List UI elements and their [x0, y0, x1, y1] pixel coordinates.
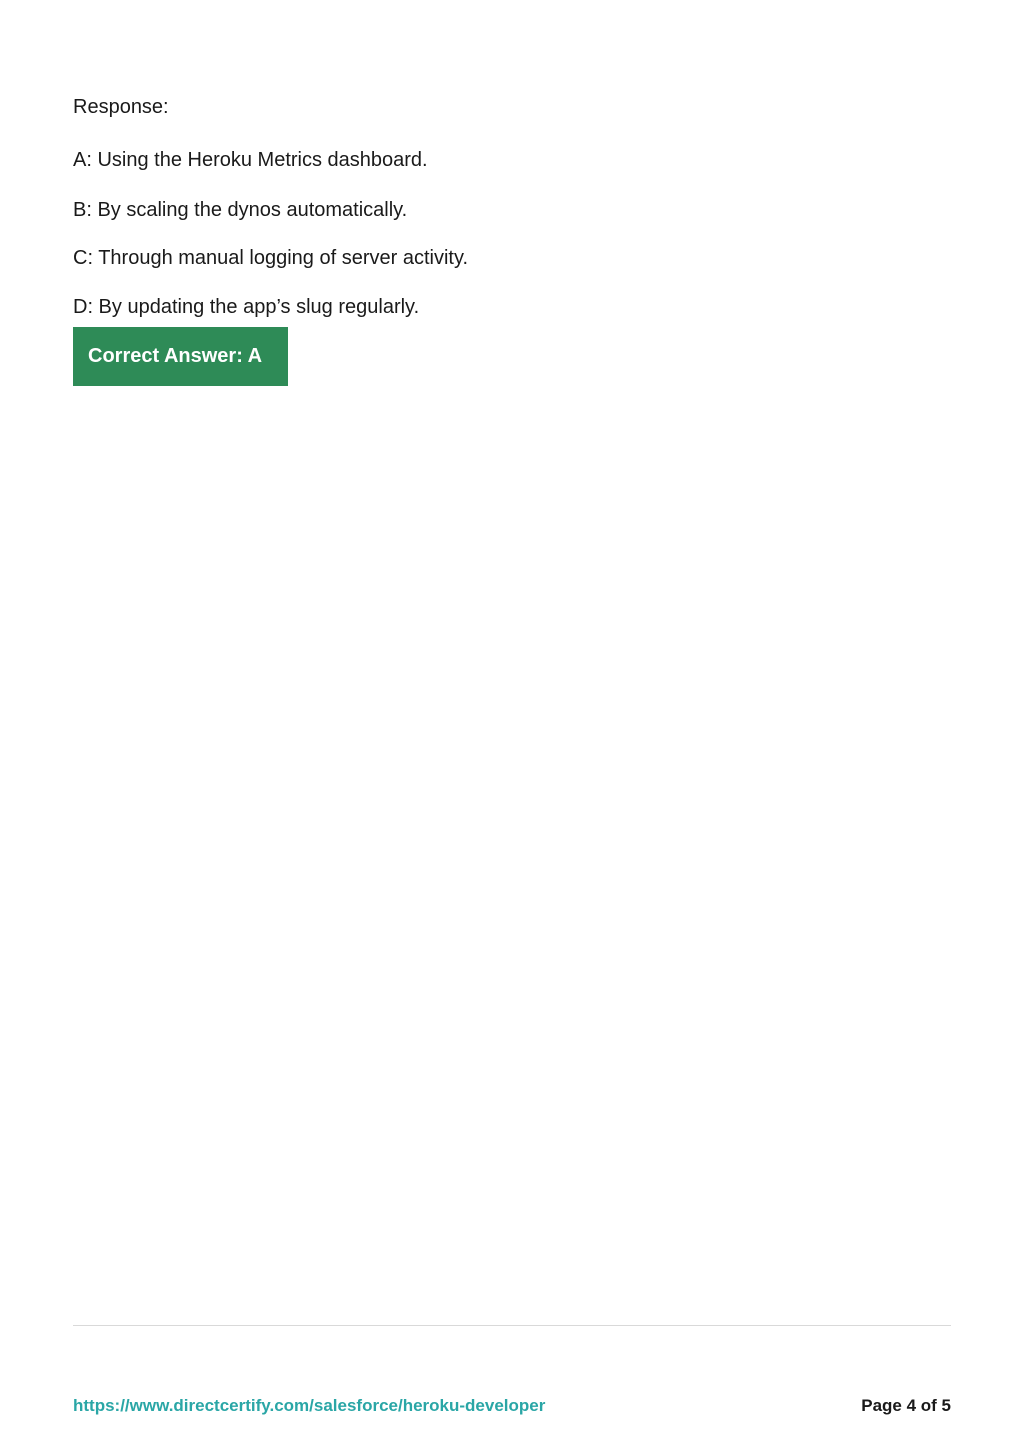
correct-answer-badge: Correct Answer: A: [73, 327, 288, 386]
footer-url-link[interactable]: https://www.directcertify.com/salesforce/heroku-developer: [73, 1396, 546, 1415]
option-c: C: Through manual logging of server activity.: [73, 247, 469, 269]
footer-divider: [73, 1325, 951, 1326]
option-a: A: Using the Heroku Metrics dashboard.: [73, 149, 428, 171]
option-b: B: By scaling the dynos automatically.: [73, 199, 408, 221]
page-number: Page 4 of 5: [861, 1396, 951, 1415]
response-label: Response:: [73, 96, 169, 118]
option-d: D: By updating the app’s slug regularly.: [73, 296, 420, 318]
